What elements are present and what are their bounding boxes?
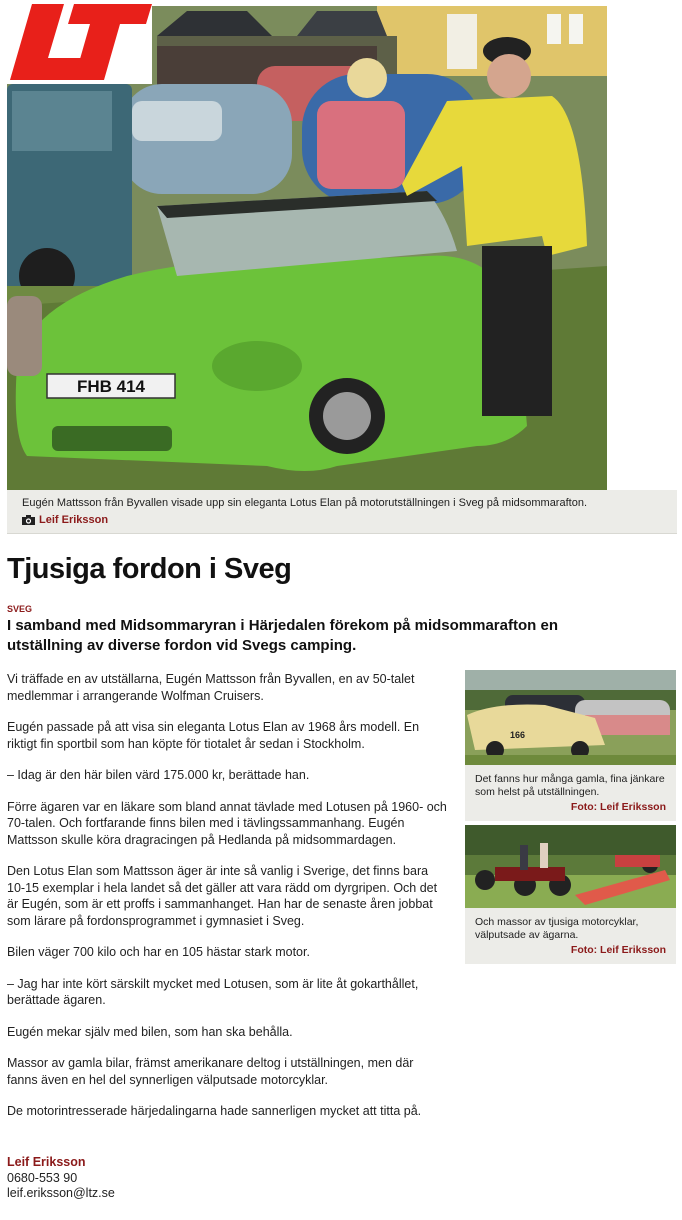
article-body bbox=[7, 671, 447, 1135]
body-paragraph: De motorintresserade härjedalingarna hade sannerligen mycket att titta på. bbox=[7, 1104, 422, 1118]
sidebar-caption: Det fanns hur många gamla, fina jänkare som helst på utställningen. bbox=[475, 773, 665, 798]
body-paragraph: Den Lotus Elan som Mattsson äger är inte så vanlig i Sverige, det finns bara 10-15 exemplar i hela landet så det gäller att vara rädd om dyrgripen. Och det är Eugén, som är ett proffs i sammanhanget. Han har de senaste åren jobbat som lärare på fordonsprogrammet i gymnasiet i Sveg. bbox=[7, 864, 438, 928]
hero-caption bbox=[7, 490, 677, 534]
license-plate: FHB 414 bbox=[76, 377, 146, 396]
body-paragraph: Eugén passade på att visa sin eleganta Lotus Elan av 1968 års modell. En riktigt fin sportbil som han köpte för tiotalet år sedan i Stockholm. bbox=[7, 720, 420, 751]
camera-icon bbox=[22, 515, 35, 525]
photo-sidebar bbox=[465, 670, 676, 968]
sidebar-photo-motorcycles[interactable] bbox=[465, 825, 676, 908]
lt-logo[interactable] bbox=[2, 0, 152, 84]
svg-text:166: 166 bbox=[510, 730, 526, 740]
sidebar-credit: Foto: Leif Eriksson bbox=[570, 944, 666, 956]
body-paragraph: Förre ägaren var en läkare som bland annat tävlade med Lotusen på 1960- och 70-talen. Och fortfarande finns bilen med i tävlingssammanhang. Eugén Mattsson skulle köra dragracingen på Hedlanda på midsommardagen. bbox=[7, 799, 447, 847]
byline-email[interactable]: leif.eriksson@ltz.se bbox=[7, 1186, 115, 1200]
body-paragraph: – Idag är den här bilen värd 175.000 kr, berättade han. bbox=[7, 768, 310, 782]
article-headline: Tjusiga fordon i Sveg bbox=[7, 553, 292, 585]
byline bbox=[7, 1155, 115, 1202]
byline-author[interactable]: Leif Eriksson bbox=[7, 1155, 86, 1169]
sidebar-caption: Och massor av tjusiga motorcyklar, välputsade av ägarna. bbox=[475, 916, 639, 941]
sidebar-photo-item bbox=[465, 825, 676, 964]
article-dateline: SVEG bbox=[7, 604, 33, 614]
hero-credit-name: Leif Eriksson bbox=[39, 514, 109, 526]
body-paragraph: Bilen väger 700 kilo och har en 105 hästar stark motor. bbox=[7, 945, 310, 959]
byline-phone: 0680-553 90 bbox=[7, 1170, 78, 1185]
sidebar-photo-cars[interactable] bbox=[465, 670, 676, 765]
body-paragraph: Vi träffade en av utställarna, Eugén Mattsson från Byvallen, en av 50-talet medlemmar i arrangerande Wolfman Cruisers. bbox=[7, 672, 415, 703]
body-paragraph: Massor av gamla bilar, främst amerikanare deltog i utställningen, men där fanns även en hel del synnerligen välputsade motorcyklar. bbox=[7, 1056, 414, 1087]
body-paragraph: – Jag har inte kört särskilt mycket med Lotusen, som är lite åt gokarthållet, berättade ägaren. bbox=[7, 976, 419, 1007]
sidebar-photo-item bbox=[465, 670, 676, 821]
hero-caption-text: Eugén Mattsson från Byvallen visade upp sin eleganta Lotus Elan på motorutställningen i Sveg på midsommarafton. bbox=[22, 497, 587, 509]
article-lead: I samband med Midsommaryran i Härjedalen förekom på midsommarafton en utställning av diverse fordon vid Svegs camping. bbox=[7, 617, 558, 654]
hero-credit bbox=[22, 514, 108, 526]
body-paragraph: Eugén mekar själv med bilen, som han ska behålla. bbox=[7, 1024, 293, 1039]
sidebar-credit: Foto: Leif Eriksson bbox=[570, 801, 666, 813]
